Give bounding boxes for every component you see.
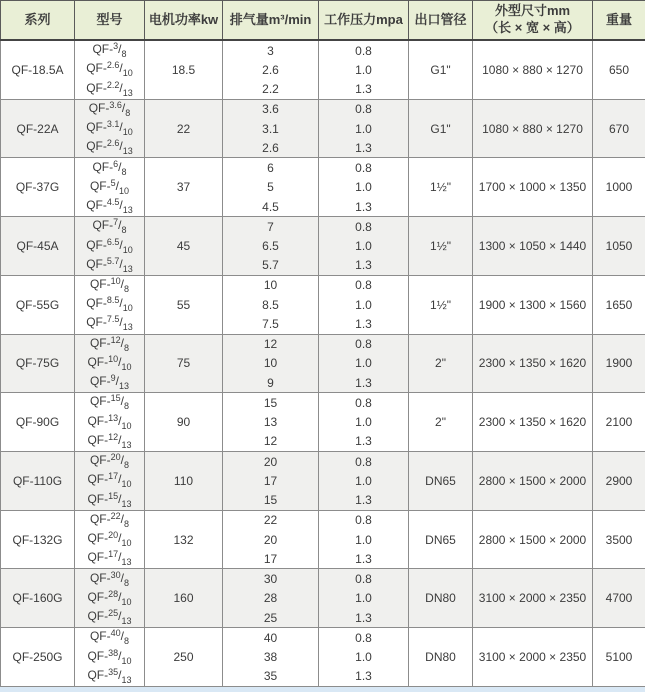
model-numerator: 28 <box>108 588 119 599</box>
series-cell: QF-250G <box>1 628 75 687</box>
model-cell: $QF-^{3.1}/_{10}$ <box>75 119 145 138</box>
model-numerator: 38 <box>108 647 119 658</box>
outlet-cell: G1" <box>409 40 473 99</box>
power-cell: 110 <box>145 452 223 511</box>
model-numerator: 20 <box>108 530 119 541</box>
spec-group <box>1 510 645 569</box>
table-row <box>1 510 645 530</box>
pressure-cell: 0.8 <box>319 510 409 530</box>
displacement-cell: 10 <box>223 354 319 373</box>
pressure-cell: 0.8 <box>319 40 409 60</box>
model-denominator: 10 <box>121 420 132 431</box>
model-denominator: 10 <box>121 655 132 666</box>
model-denominator: 8 <box>124 518 130 529</box>
model-cell: $QF-^5/_{10}$ <box>75 178 145 197</box>
series-cell: QF-45A <box>1 217 75 276</box>
dimensions-cell: 1900 × 1300 × 1560 <box>473 275 593 334</box>
model-numerator: 35 <box>108 666 119 677</box>
pressure-cell: 1.3 <box>319 549 409 569</box>
spec-group <box>1 40 645 99</box>
model-cell: $QF-^{2.6}/_{13}$ <box>75 138 145 158</box>
pressure-cell: 1.3 <box>319 314 409 334</box>
model-denominator: 8 <box>124 342 130 353</box>
outlet-cell: G1" <box>409 99 473 158</box>
model-cell: $QF-^{12}/_8$ <box>75 334 145 354</box>
table-row <box>1 99 645 119</box>
dimensions-cell: 2300 × 1350 × 1620 <box>473 334 593 393</box>
pressure-cell: 1.0 <box>319 295 409 314</box>
model-denominator: 8 <box>121 49 127 60</box>
model-denominator: 10 <box>122 68 133 79</box>
pressure-cell: 1.3 <box>319 79 409 99</box>
displacement-cell: 35 <box>223 667 319 687</box>
model-cell: $QF-^{20}/_8$ <box>75 452 145 472</box>
dimensions-cell: 2800 × 1500 × 2000 <box>473 510 593 569</box>
power-cell: 22 <box>145 99 223 158</box>
model-denominator: 8 <box>121 225 127 236</box>
model-cell: $QF-^{22}/_8$ <box>75 510 145 530</box>
pressure-cell: 1.3 <box>319 608 409 628</box>
model-cell: $QF-^{6.5}/_{10}$ <box>75 236 145 255</box>
model-numerator: 22 <box>110 510 121 521</box>
header-dimensions <box>473 1 593 41</box>
model-cell: $QF-^{17}/_{10}$ <box>75 471 145 490</box>
outlet-cell: 1½" <box>409 158 473 217</box>
model-denominator: 10 <box>122 303 133 314</box>
model-cell: $QF-^{10}/_{10}$ <box>75 354 145 373</box>
pressure-cell: 1.3 <box>319 138 409 158</box>
model-cell: $QF-^{15}/_8$ <box>75 393 145 413</box>
spec-group <box>1 275 645 334</box>
outlet-cell: 2" <box>409 393 473 452</box>
series-cell: QF-90G <box>1 393 75 452</box>
model-cell: $QF-^{38}/_{10}$ <box>75 647 145 666</box>
weight-cell: 2100 <box>593 393 645 452</box>
weight-cell: 1050 <box>593 217 645 276</box>
outlet-cell: 1½" <box>409 217 473 276</box>
model-numerator: 12 <box>110 334 121 345</box>
pressure-cell: 1.0 <box>319 178 409 197</box>
model-numerator: 17 <box>108 549 119 560</box>
displacement-cell: 17 <box>223 471 319 490</box>
model-cell: $QF-^{30}/_8$ <box>75 569 145 589</box>
model-denominator: 13 <box>122 263 133 274</box>
model-denominator: 10 <box>122 244 133 255</box>
model-cell: $QF-^{7.5}/_{13}$ <box>75 314 145 334</box>
power-cell: 132 <box>145 510 223 569</box>
model-cell: $QF-^{13}/_{10}$ <box>75 413 145 432</box>
displacement-cell: 2.6 <box>223 60 319 79</box>
model-denominator: 8 <box>124 283 130 294</box>
model-cell: $QF-^6/_8$ <box>75 158 145 178</box>
model-denominator: 13 <box>119 381 130 392</box>
spec-group <box>1 334 645 393</box>
power-cell: 250 <box>145 628 223 687</box>
displacement-cell: 20 <box>223 452 319 472</box>
model-numerator: 6 <box>113 158 119 169</box>
displacement-cell: 12 <box>223 432 319 452</box>
displacement-cell: 12 <box>223 334 319 354</box>
dimensions-cell: 2300 × 1350 × 1620 <box>473 393 593 452</box>
model-numerator: 3.6 <box>109 99 122 110</box>
model-numerator: 5.7 <box>106 255 120 266</box>
model-numerator: 20 <box>110 452 121 463</box>
header-dimensions-line2: （长 × 宽 × 高） <box>485 20 580 35</box>
dimensions-cell: 3100 × 2000 × 2350 <box>473 569 593 628</box>
pressure-cell: 1.3 <box>319 491 409 511</box>
displacement-cell: 15 <box>223 491 319 511</box>
spec-group <box>1 99 645 158</box>
table-row <box>1 393 645 413</box>
series-cell: QF-132G <box>1 510 75 569</box>
weight-cell: 3500 <box>593 510 645 569</box>
model-cell: $QF-^{35}/_{13}$ <box>75 667 145 687</box>
model-cell: $QF-^9/_{13}$ <box>75 373 145 393</box>
model-numerator: 40 <box>110 628 121 639</box>
header-power: 电机功率kw <box>145 1 223 41</box>
pressure-cell: 1.0 <box>319 530 409 549</box>
outlet-cell: DN65 <box>409 452 473 511</box>
dimensions-cell: 3100 × 2000 × 2350 <box>473 628 593 687</box>
weight-cell: 2900 <box>593 452 645 511</box>
displacement-cell: 6.5 <box>223 236 319 255</box>
model-cell: $QF-^{2.6}/_{10}$ <box>75 60 145 79</box>
weight-cell: 1000 <box>593 158 645 217</box>
pressure-cell: 1.0 <box>319 60 409 79</box>
model-cell: $QF-^{5.7}/_{13}$ <box>75 256 145 276</box>
pressure-cell: 0.8 <box>319 393 409 413</box>
power-cell: 45 <box>145 217 223 276</box>
pressure-cell: 1.0 <box>319 471 409 490</box>
weight-cell: 4700 <box>593 569 645 628</box>
displacement-cell: 2.6 <box>223 138 319 158</box>
table-row <box>1 334 645 354</box>
pressure-cell: 0.8 <box>319 99 409 119</box>
spec-group <box>1 569 645 628</box>
model-numerator: 7.5 <box>106 314 120 325</box>
model-denominator: 8 <box>125 107 131 118</box>
page-background-strip <box>0 687 645 692</box>
table-row <box>1 217 645 237</box>
dimensions-cell: 1080 × 880 × 1270 <box>473 40 593 99</box>
displacement-cell: 38 <box>223 647 319 666</box>
table-row <box>1 452 645 472</box>
model-denominator: 10 <box>121 596 132 607</box>
pressure-cell: 0.8 <box>319 158 409 178</box>
model-cell: $QF-^{12}/_{13}$ <box>75 432 145 452</box>
model-denominator: 8 <box>124 577 130 588</box>
pressure-cell: 1.3 <box>319 667 409 687</box>
series-cell: QF-22A <box>1 99 75 158</box>
power-cell: 90 <box>145 393 223 452</box>
spec-group <box>1 158 645 217</box>
series-cell: QF-110G <box>1 452 75 511</box>
model-denominator: 13 <box>121 557 132 568</box>
series-cell: QF-55G <box>1 275 75 334</box>
displacement-cell: 13 <box>223 413 319 432</box>
displacement-cell: 28 <box>223 589 319 608</box>
model-denominator: 13 <box>122 146 133 157</box>
displacement-cell: 8.5 <box>223 295 319 314</box>
displacement-cell: 22 <box>223 510 319 530</box>
pressure-cell: 1.0 <box>319 354 409 373</box>
model-numerator: 10 <box>108 353 119 364</box>
pressure-cell: 1.0 <box>319 119 409 138</box>
displacement-cell: 30 <box>223 569 319 589</box>
model-numerator: 3 <box>113 41 119 52</box>
model-numerator: 15 <box>110 393 121 404</box>
model-numerator: 25 <box>108 608 119 619</box>
model-numerator: 15 <box>108 490 119 501</box>
model-denominator: 13 <box>122 87 133 98</box>
model-cell: $QF-^7/_8$ <box>75 217 145 237</box>
displacement-cell: 15 <box>223 393 319 413</box>
model-numerator: 3.1 <box>106 119 120 130</box>
outlet-cell: DN65 <box>409 510 473 569</box>
power-cell: 18.5 <box>145 40 223 99</box>
weight-cell: 650 <box>593 40 645 99</box>
model-numerator: 6.5 <box>106 236 120 247</box>
dimensions-cell: 1700 × 1000 × 1350 <box>473 158 593 217</box>
model-numerator: 2.6 <box>106 138 120 149</box>
header-series: 系列 <box>1 1 75 41</box>
header-dimensions-line1: 外型尺寸mm <box>494 3 571 19</box>
pressure-cell: 0.8 <box>319 334 409 354</box>
spec-group <box>1 393 645 452</box>
power-cell: 37 <box>145 158 223 217</box>
table-row <box>1 40 645 60</box>
model-numerator: 12 <box>108 431 119 442</box>
pressure-cell: 0.8 <box>319 217 409 237</box>
dimensions-cell: 2800 × 1500 × 2000 <box>473 452 593 511</box>
series-cell: QF-18.5A <box>1 40 75 99</box>
model-cell: $QF-^{40}/_8$ <box>75 628 145 648</box>
displacement-cell: 6 <box>223 158 319 178</box>
model-denominator: 10 <box>121 479 132 490</box>
model-denominator: 8 <box>121 166 127 177</box>
model-denominator: 13 <box>121 439 132 450</box>
displacement-cell: 5 <box>223 178 319 197</box>
model-cell: $QF-^3/_8$ <box>75 40 145 60</box>
pressure-cell: 1.3 <box>319 373 409 393</box>
header-model: 型号 <box>75 1 145 41</box>
model-numerator: 7 <box>113 217 119 228</box>
model-numerator: 2.2 <box>106 79 120 90</box>
outlet-cell: DN80 <box>409 628 473 687</box>
model-denominator: 10 <box>121 538 132 549</box>
dimensions-cell: 1080 × 880 × 1270 <box>473 99 593 158</box>
displacement-cell: 20 <box>223 530 319 549</box>
table-header <box>1 1 645 41</box>
pressure-cell: 0.8 <box>319 569 409 589</box>
displacement-cell: 5.7 <box>223 256 319 276</box>
table-row <box>1 275 645 295</box>
model-denominator: 10 <box>122 127 133 138</box>
displacement-cell: 2.2 <box>223 79 319 99</box>
model-cell: $QF-^{3.6}/_8$ <box>75 99 145 119</box>
model-numerator: 9 <box>110 373 116 384</box>
table-row <box>1 569 645 589</box>
series-cell: QF-37G <box>1 158 75 217</box>
header-row <box>1 1 645 41</box>
pressure-cell: 1.3 <box>319 256 409 276</box>
pressure-cell: 1.0 <box>319 647 409 666</box>
header-outlet: 出口管径 <box>409 1 473 41</box>
model-denominator: 10 <box>119 185 130 196</box>
model-cell: $QF-^{25}/_{13}$ <box>75 608 145 628</box>
model-cell: $QF-^{8.5}/_{10}$ <box>75 295 145 314</box>
pressure-cell: 0.8 <box>319 628 409 648</box>
model-denominator: 13 <box>122 322 133 333</box>
header-weight: 重量 <box>593 1 645 41</box>
outlet-cell: 1½" <box>409 275 473 334</box>
displacement-cell: 7.5 <box>223 314 319 334</box>
model-denominator: 13 <box>121 498 132 509</box>
displacement-cell: 3 <box>223 40 319 60</box>
outlet-cell: 2" <box>409 334 473 393</box>
model-numerator: 4.5 <box>106 197 120 208</box>
model-numerator: 8.5 <box>106 295 120 306</box>
spec-group <box>1 452 645 511</box>
pressure-cell: 0.8 <box>319 275 409 295</box>
model-numerator: 17 <box>108 471 119 482</box>
model-numerator: 13 <box>108 412 119 423</box>
model-numerator: 10 <box>110 275 121 286</box>
pressure-cell: 1.0 <box>319 413 409 432</box>
model-denominator: 8 <box>124 636 130 647</box>
pressure-cell: 0.8 <box>319 452 409 472</box>
displacement-cell: 3.6 <box>223 99 319 119</box>
model-denominator: 8 <box>124 401 130 412</box>
model-cell: $QF-^{15}/_{13}$ <box>75 491 145 511</box>
displacement-cell: 40 <box>223 628 319 648</box>
model-cell: $QF-^{4.5}/_{13}$ <box>75 197 145 217</box>
pressure-cell: 1.3 <box>319 197 409 217</box>
power-cell: 55 <box>145 275 223 334</box>
model-cell: $QF-^{10}/_8$ <box>75 275 145 295</box>
model-denominator: 13 <box>121 674 132 685</box>
spec-group <box>1 217 645 276</box>
power-cell: 75 <box>145 334 223 393</box>
series-cell: QF-160G <box>1 569 75 628</box>
header-pressure: 工作压力mpa <box>319 1 409 41</box>
model-numerator: 5 <box>110 177 116 188</box>
pressure-cell: 1.0 <box>319 236 409 255</box>
header-displacement: 排气量m³/min <box>223 1 319 41</box>
model-cell: $QF-^{20}/_{10}$ <box>75 530 145 549</box>
displacement-cell: 4.5 <box>223 197 319 217</box>
displacement-cell: 3.1 <box>223 119 319 138</box>
table-row <box>1 628 645 648</box>
table-row <box>1 158 645 178</box>
model-numerator: 2.6 <box>106 60 120 71</box>
model-denominator: 13 <box>122 205 133 216</box>
weight-cell: 5100 <box>593 628 645 687</box>
weight-cell: 1900 <box>593 334 645 393</box>
weight-cell: 1650 <box>593 275 645 334</box>
model-denominator: 13 <box>121 616 132 627</box>
outlet-cell: DN80 <box>409 569 473 628</box>
dimensions-cell: 1300 × 1050 × 1440 <box>473 217 593 276</box>
series-cell: QF-75G <box>1 334 75 393</box>
weight-cell: 670 <box>593 99 645 158</box>
displacement-cell: 7 <box>223 217 319 237</box>
displacement-cell: 10 <box>223 275 319 295</box>
model-cell: $QF-^{17}/_{13}$ <box>75 549 145 569</box>
power-cell: 160 <box>145 569 223 628</box>
model-cell: $QF-^{2.2}/_{13}$ <box>75 79 145 99</box>
model-cell: $QF-^{28}/_{10}$ <box>75 589 145 608</box>
model-denominator: 8 <box>124 460 130 471</box>
displacement-cell: 17 <box>223 549 319 569</box>
pressure-cell: 1.3 <box>319 432 409 452</box>
pressure-cell: 1.0 <box>319 589 409 608</box>
model-denominator: 10 <box>121 361 132 372</box>
displacement-cell: 9 <box>223 373 319 393</box>
spec-group <box>1 628 645 687</box>
displacement-cell: 25 <box>223 608 319 628</box>
model-numerator: 30 <box>110 569 121 580</box>
